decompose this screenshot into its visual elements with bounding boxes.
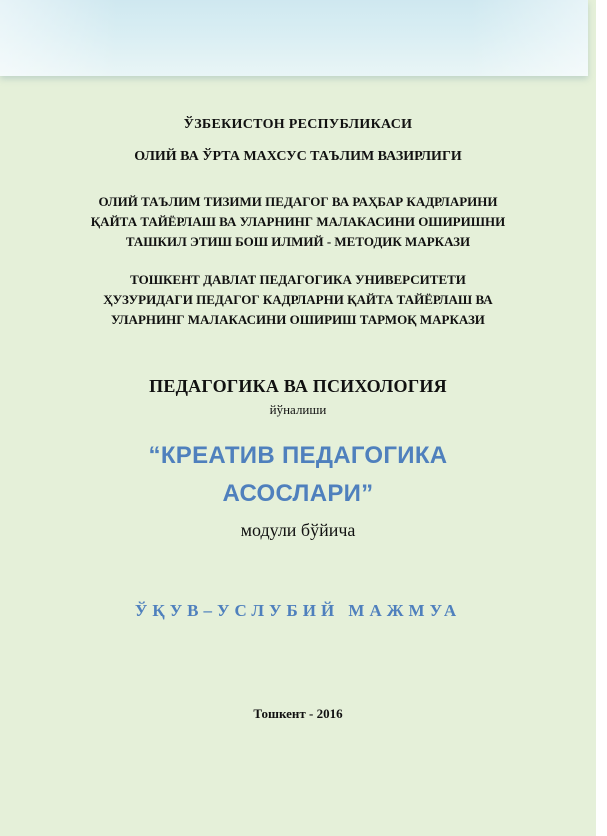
module-title-line-1: “КРЕАТИВ ПЕДАГОГИКА (148, 442, 448, 469)
university-line-1: ТОШКЕНТ ДАВЛАТ ПЕДАГОГИКА УНИВЕРСИТЕТИ (130, 272, 466, 287)
ministry-title: ОЛИЙ ВА ЎРТА МАХСУС ТАЪЛИМ ВАЗИРЛИГИ (134, 149, 462, 164)
complex-title: ЎҚУВ–УСЛУБИЙ МАЖМУА (134, 601, 462, 620)
center-line-3: ТАШКИЛ ЭТИШ БОШ ИЛМИЙ - МЕТОДИК МАРКАЗИ (125, 234, 471, 249)
republic-title: ЎЗБЕКИСТОН РЕСПУБЛИКАСИ (183, 117, 413, 132)
university-line-3: УЛАРНИНГ МАЛАКАСИНИ ОШИРИШ ТАРМОҚ МАРКАЗИ (111, 312, 485, 327)
module-title-line-2: АСОСЛАРИ” (222, 480, 374, 507)
center-line-1: ОЛИЙ ТАЪЛИМ ТИЗИМИ ПЕДАГОГ ВА РАҲБАР КАДРЛАРИНИ (98, 194, 498, 209)
header-band (0, 0, 588, 76)
direction-subtitle: йўналиши (269, 402, 327, 417)
module-subtitle: модули бўйича (240, 520, 356, 540)
city-year: Тошкент - 2016 (253, 706, 343, 721)
center-line-2: ҚАЙТА ТАЙЁРЛАШ ВА УЛАРНИНГ МАЛАКАСИНИ ОШИРИШНИ (90, 214, 506, 229)
direction-title: ПЕДАГОГИКА ВА ПСИХОЛОГИЯ (149, 376, 447, 396)
university-line-2: ҲУЗУРИДАГИ ПЕДАГОГ КАДРЛАРНИ ҚАЙТА ТАЙЁРЛАШ ВА (103, 292, 493, 307)
page-margin-strip (596, 0, 607, 836)
